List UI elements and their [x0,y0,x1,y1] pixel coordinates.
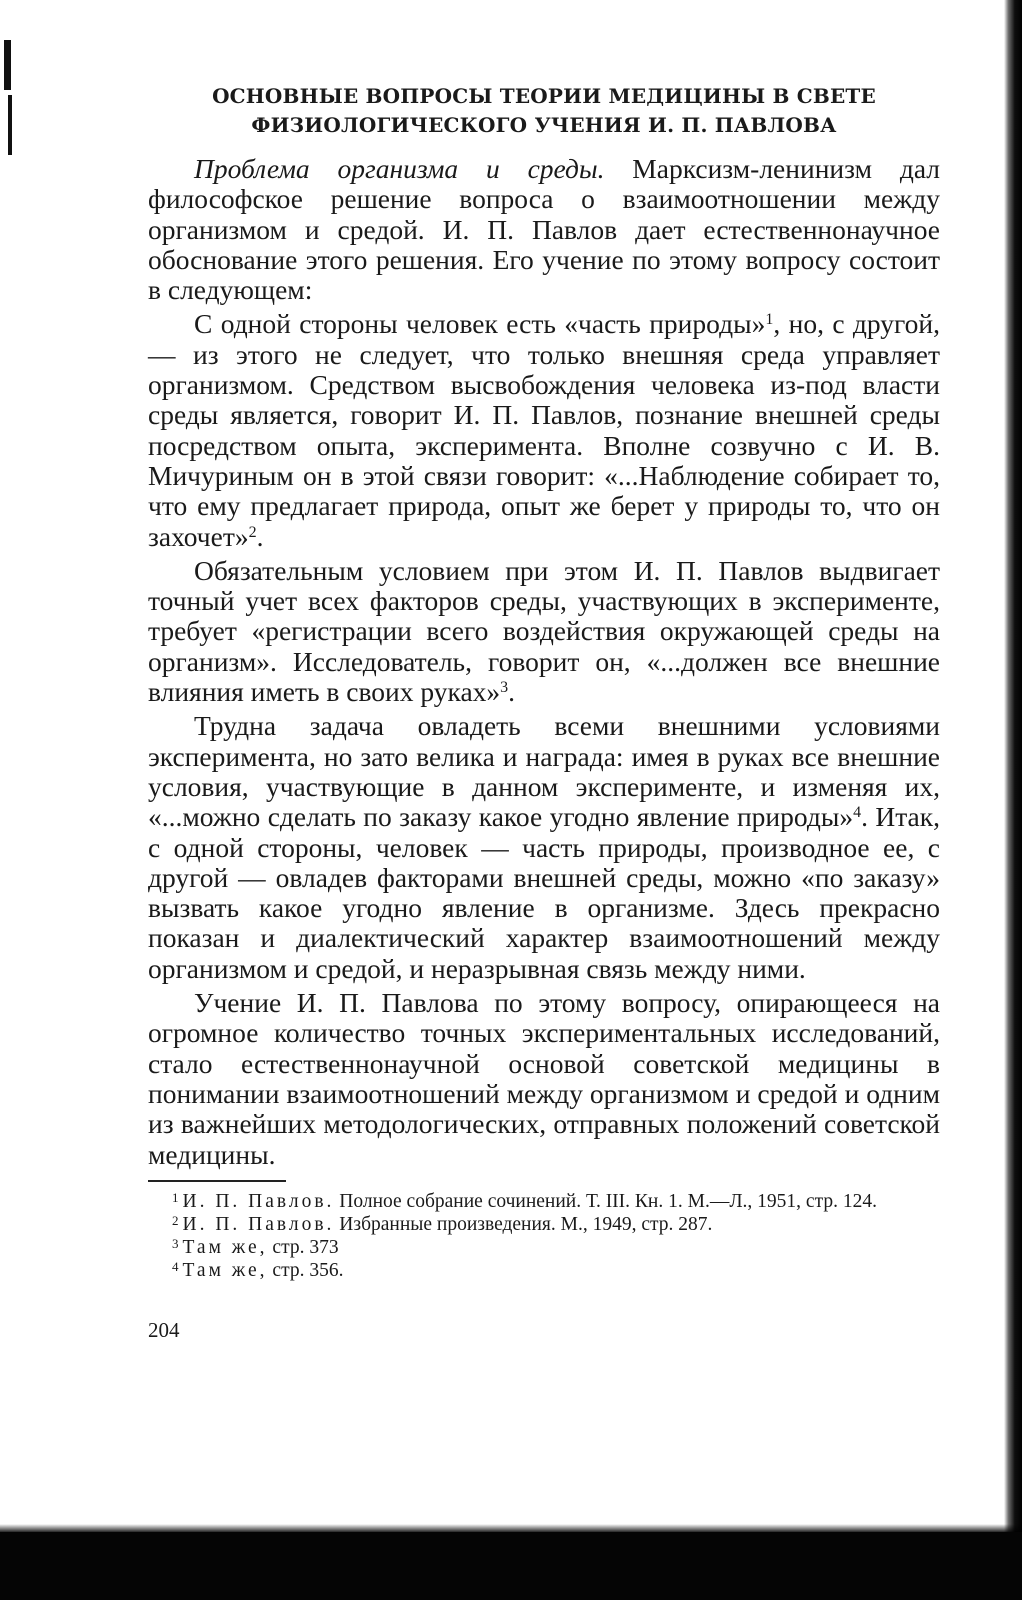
scan-edge-bottom [0,1532,1022,1600]
footnotes [148,1190,940,1282]
footnote-author: И. П. Павлов. [182,1190,335,1212]
footnote-mark: 4 [172,1258,179,1274]
footnote-mark: 1 [172,1189,179,1205]
footnote-4 [148,1259,940,1282]
paragraph-5 [148,988,940,1170]
footnote-text: стр. 373 [267,1236,339,1258]
scan-edge-right [1004,0,1022,1600]
footnote-1 [148,1190,940,1213]
paragraph-text: Обязательным условием при этом И. П. Павлов выдвигает точный учет всех факторов среды, участвующих в эксперименте, требует «регистрации всего воздействия окружающей среды на организм». Исследователь, говорит он, «...должен все внешние влияния иметь в своих руках» [148,554,940,708]
paragraph-end: . [256,520,264,552]
footnote-3 [148,1236,940,1259]
page-number: 204 [148,1317,180,1342]
paragraph-1 [148,154,940,305]
chapter-heading [148,82,940,140]
book-page [148,82,940,1343]
paragraph-text: . Итак, с одной стороны, человек — часть природы, производное ее, с другой — овладев факторами внешней среды, можно «по заказу» вызвать какое угодно явление в организме. Здесь прекрасно показан и диалектический характер взаимоотношений между организмом и средой, и неразрывная связь между ними. [148,801,941,984]
paragraph-text: Учение И. П. Павлова по этому вопросу, опирающееся на огромное количество точных экспериментальных исследований, стало естественнонаучной основой советской медицины в понимании взаимоотношений между организмом и средой и одним из важнейших методологических, отправных положений советской медицины. [148,987,940,1170]
footnote-ref-3: 3 [500,679,509,697]
paragraph-text: С одной стороны человек есть «часть природы» [194,308,766,340]
footnote-mark: 2 [172,1212,179,1228]
paragraph-text: Марксизм-ленинизм дал философское решение вопроса о взаимоотношении между организмом и средой. И. П. Павлов дает естественнонаучное обоснование этого решения. Его учение по этому вопросу состоит в следующем: [148,153,940,306]
footnote-mark: 3 [172,1235,179,1251]
paragraph-3 [148,556,940,707]
scan-margin-mark [8,95,12,155]
footnote-author: И. П. Павлов. [182,1213,335,1235]
footnote-text: Избранные произведения. М., 1949, стр. 287. [334,1213,713,1235]
paragraph-text: Трудна задача овладеть всеми внешними условиями эксперимента, но зато велика и награда: имея в руках все внешние условия, участвующие в данном эксперименте, и изменяя их, «...можно сделать по заказу какое угодно явление природы» [148,710,940,833]
footnote-text: Полное собрание сочинений. Т. III. Кн. 1. М.—Л., 1951, стр. 124. [334,1190,877,1212]
paragraph-end: . [508,676,516,708]
footnote-2 [148,1213,940,1236]
paragraph-text: , но, с другой, — из этого не следует, что только внешняя среда управляет организмом. Средством высвобождения человека из-под власти среды является, говорит И. П. Павлов, познание внешней среды посредством опыта, эксперимента. Вполне созвучно с И. В. Мичуриным он в этой связи говорит: «...Наблюдение собирает то, что ему предлагает природа, опыт же берет у природы то, что он захочет» [148,308,940,552]
footnote-author: Там же, [182,1236,268,1258]
paragraph-4 [148,711,940,984]
footnote-ref-2: 2 [248,523,257,541]
scan-margin-mark [4,40,11,90]
footnote-separator [148,1180,286,1182]
footnote-ref-1: 1 [765,311,774,329]
paragraph-2 [148,309,940,551]
footnote-text: стр. 356. [267,1259,344,1281]
footnote-author: Там же, [182,1259,268,1281]
footnote-ref-4: 4 [853,804,862,822]
section-lead: Проблема организма и среды. [194,153,605,184]
chapter-heading-line-1: ОСНОВНЫЕ ВОПРОСЫ ТЕОРИИ МЕДИЦИНЫ В СВЕТЕ [212,84,876,108]
chapter-heading-line-2: ФИЗИОЛОГИЧЕСКОГО УЧЕНИЯ И. П. ПАВЛОВА [251,113,837,137]
